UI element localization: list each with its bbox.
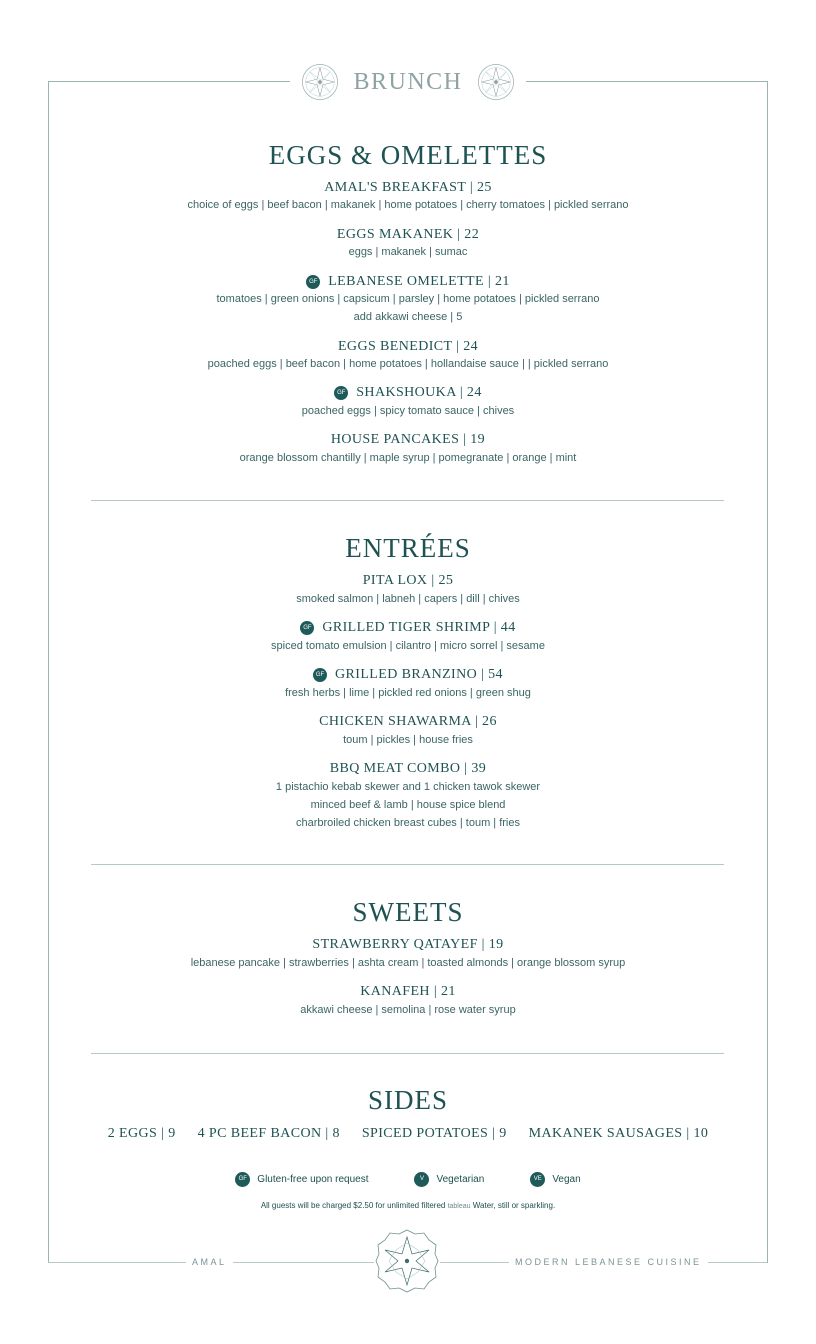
footer-brand: AMAL — [186, 1257, 233, 1267]
section-divider — [91, 500, 724, 501]
menu-item-name: KANAFEH | 21 — [360, 984, 456, 999]
menu-item-name: PITA LOX | 25 — [362, 573, 454, 588]
menu-item-desc: toum | pickles | house fries — [343, 734, 473, 746]
menu-item-name: LEBANESE OMELETTE | 21 — [328, 274, 510, 289]
section-title-sweets: SWEETS — [352, 897, 464, 927]
side-item: SPICED POTATOES | 9 — [361, 1126, 507, 1141]
side-item: MAKANEK SAUSAGES | 10 — [528, 1126, 709, 1141]
menu-item-desc: smoked salmon | labneh | capers | dill | chives — [296, 593, 520, 605]
menu-item — [0, 667, 816, 683]
section-divider — [91, 864, 724, 865]
menu-item-name: BBQ MEAT COMBO | 39 — [329, 761, 487, 776]
note-text: All guests will be charged $2.50 for unlimited filtered — [260, 1201, 448, 1210]
menu-item — [0, 385, 816, 401]
menu-item-name: CHICKEN SHAWARMA | 26 — [319, 714, 497, 729]
menu-item-name: GRILLED TIGER SHRIMP | 44 — [322, 620, 516, 635]
menu-item-desc: tomatoes | green onions | capsicum | parsley | home potatoes | pickled serrano — [216, 293, 600, 305]
section-title-eggs: EGGS & OMELETTES — [268, 140, 548, 170]
section-divider — [91, 1053, 724, 1054]
note-text: Water, still or sparkling. — [470, 1201, 556, 1210]
menu-header — [290, 60, 526, 104]
dietary-legend — [0, 1172, 816, 1187]
star-medallion-icon — [301, 63, 339, 101]
menu-item-name: STRAWBERRY QATAYEF | 19 — [312, 937, 504, 952]
gluten-free-badge-icon: GF — [235, 1172, 250, 1187]
menu-item-name: HOUSE PANCAKES | 19 — [330, 432, 486, 447]
menu-item-desc: akkawi cheese | semolina | rose water syrup — [300, 1004, 516, 1016]
menu-item-desc: add akkawi cheese | 5 — [353, 311, 463, 323]
gluten-free-badge-icon: GF — [334, 386, 348, 400]
legend-item — [235, 1172, 368, 1187]
menu-item-name: AMAL'S BREAKFAST | 25 — [324, 180, 492, 195]
section-title-sides: SIDES — [367, 1085, 448, 1115]
menu-item — [0, 620, 816, 636]
gluten-free-badge-icon: GF — [313, 668, 327, 682]
menu-item-desc: 1 pistachio kebab skewer and 1 chicken tawok skewer — [275, 781, 541, 793]
gluten-free-badge-icon: GF — [306, 275, 320, 289]
sides-list — [0, 1126, 816, 1142]
section-title-entrees: ENTRÉES — [345, 533, 471, 563]
side-item: 2 EGGS | 9 — [107, 1126, 176, 1141]
menu-item-name: SHAKSHOUKA | 24 — [356, 385, 482, 400]
menu-item-name: GRILLED BRANZINO | 54 — [335, 667, 503, 682]
legend-label: Vegan — [552, 1174, 581, 1185]
menu-item — [0, 274, 816, 290]
legend-label: Gluten-free upon request — [257, 1174, 369, 1185]
menu-item-name: EGGS BENEDICT | 24 — [337, 339, 479, 354]
menu-item-desc: spiced tomato emulsion | cilantro | micro sorrel | sesame — [271, 640, 545, 652]
menu-item-desc: lebanese pancake | strawberries | ashta cream | toasted almonds | orange blossom syrup — [190, 957, 626, 969]
menu-item-desc: choice of eggs | beef bacon | makanek | home potatoes | cherry tomatoes | pickled serrano — [187, 199, 629, 211]
vegetarian-badge-icon: V — [414, 1172, 429, 1187]
water-charge-note — [0, 1201, 816, 1210]
star-medallion-icon — [374, 1228, 440, 1294]
gluten-free-badge-icon: GF — [300, 621, 314, 635]
footer-tagline: MODERN LEBANESE CUISINE — [509, 1257, 708, 1267]
side-item: 4 PC BEEF BACON | 8 — [197, 1126, 340, 1141]
menu-title: BRUNCH — [353, 68, 463, 95]
menu-item-desc: eggs | makanek | sumac — [348, 246, 468, 258]
legend-label: Vegetarian — [436, 1174, 485, 1185]
menu-item-name: EGGS MAKANEK | 22 — [336, 227, 480, 242]
menu-item-desc: charbroiled chicken breast cubes | toum | fries — [296, 817, 520, 829]
star-medallion-icon — [477, 63, 515, 101]
menu-item-desc: minced beef & lamb | house spice blend — [310, 799, 506, 811]
vegan-badge-icon: VE — [530, 1172, 545, 1187]
legend-item — [414, 1172, 484, 1187]
tableau-logo: tableau — [447, 1203, 471, 1210]
menu-item-desc: poached eggs | spicy tomato sauce | chives — [301, 405, 515, 417]
legend-item — [530, 1172, 580, 1187]
menu-item-desc: poached eggs | beef bacon | home potatoes | hollandaise sauce | | pickled serrano — [207, 358, 609, 370]
menu-item-desc: fresh herbs | lime | pickled red onions | green shug — [285, 687, 531, 699]
menu-item-desc: orange blossom chantilly | maple syrup | pomegranate | orange | mint — [239, 452, 577, 464]
